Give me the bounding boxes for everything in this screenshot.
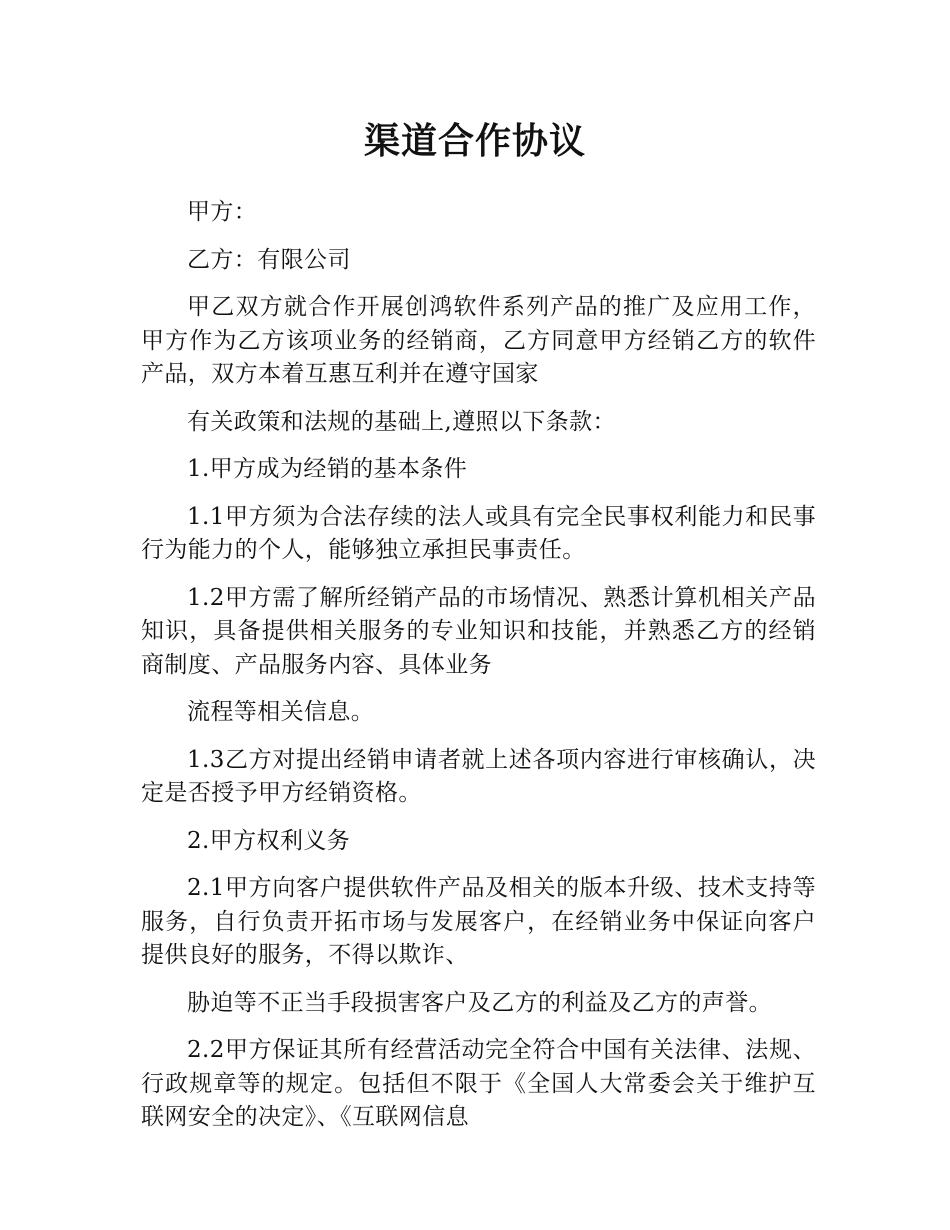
clause-1-2-cont: 流程等相关信息。 xyxy=(187,699,375,725)
clause-1-3: 1.3乙方对提出经销申请者就上述各项内容进行审核确认，决定是否授予甲方经销资格。 xyxy=(141,746,816,806)
clause-1-1: 1.1甲方须为合法存续的法人或具有完全民事权利能力和民事行为能力的个人，能够独立承担民事责任。 xyxy=(141,503,816,563)
paragraph-preamble: 甲乙双方就合作开展创鸿软件系列产品的推广及应用工作，甲方作为乙方该项业务的经销商，乙方同意甲方经销乙方的软件产品，双方本着互惠互利并在遵守国家 xyxy=(141,294,816,387)
document-body xyxy=(141,196,816,1149)
section-heading-2: 2.甲方权利义务 xyxy=(187,827,351,854)
paragraph-party-a: 甲方： xyxy=(187,199,258,225)
clause-2-2: 2.2甲方保证其所有经营活动完全符合中国有关法律、法规、行政规章等的规定。包括但不限于《全国人大常委会关于维护互联网安全的决定》、《互联网信息 xyxy=(141,1037,816,1130)
clause-2-1: 2.1甲方向客户提供软件产品及相关的版本升级、技术支持等服务，自行负责开拓市场与发展客户，在经销业务中保证向客户提供良好的服务，不得以欺诈、 xyxy=(141,875,816,968)
document-title: 渠道合作协议 xyxy=(363,121,586,162)
clause-2-1-cont: 胁迫等不正当手段损害客户及乙方的利益及乙方的声誉。 xyxy=(187,989,772,1016)
clause-1-2: 1.2甲方需了解所经销产品的市场情况、熟悉计算机相关产品知识，具备提供相关服务的专业知识和技能，并熟悉乙方的经销商制度、产品服务内容、具体业务 xyxy=(141,584,816,678)
section-heading-1: 1.甲方成为经销的基本条件 xyxy=(187,456,468,482)
paragraph-party-b: 乙方：有限公司 xyxy=(187,246,351,273)
paragraph-preamble-cont: 有关政策和法规的基础上,遵照以下条款： xyxy=(187,408,616,435)
